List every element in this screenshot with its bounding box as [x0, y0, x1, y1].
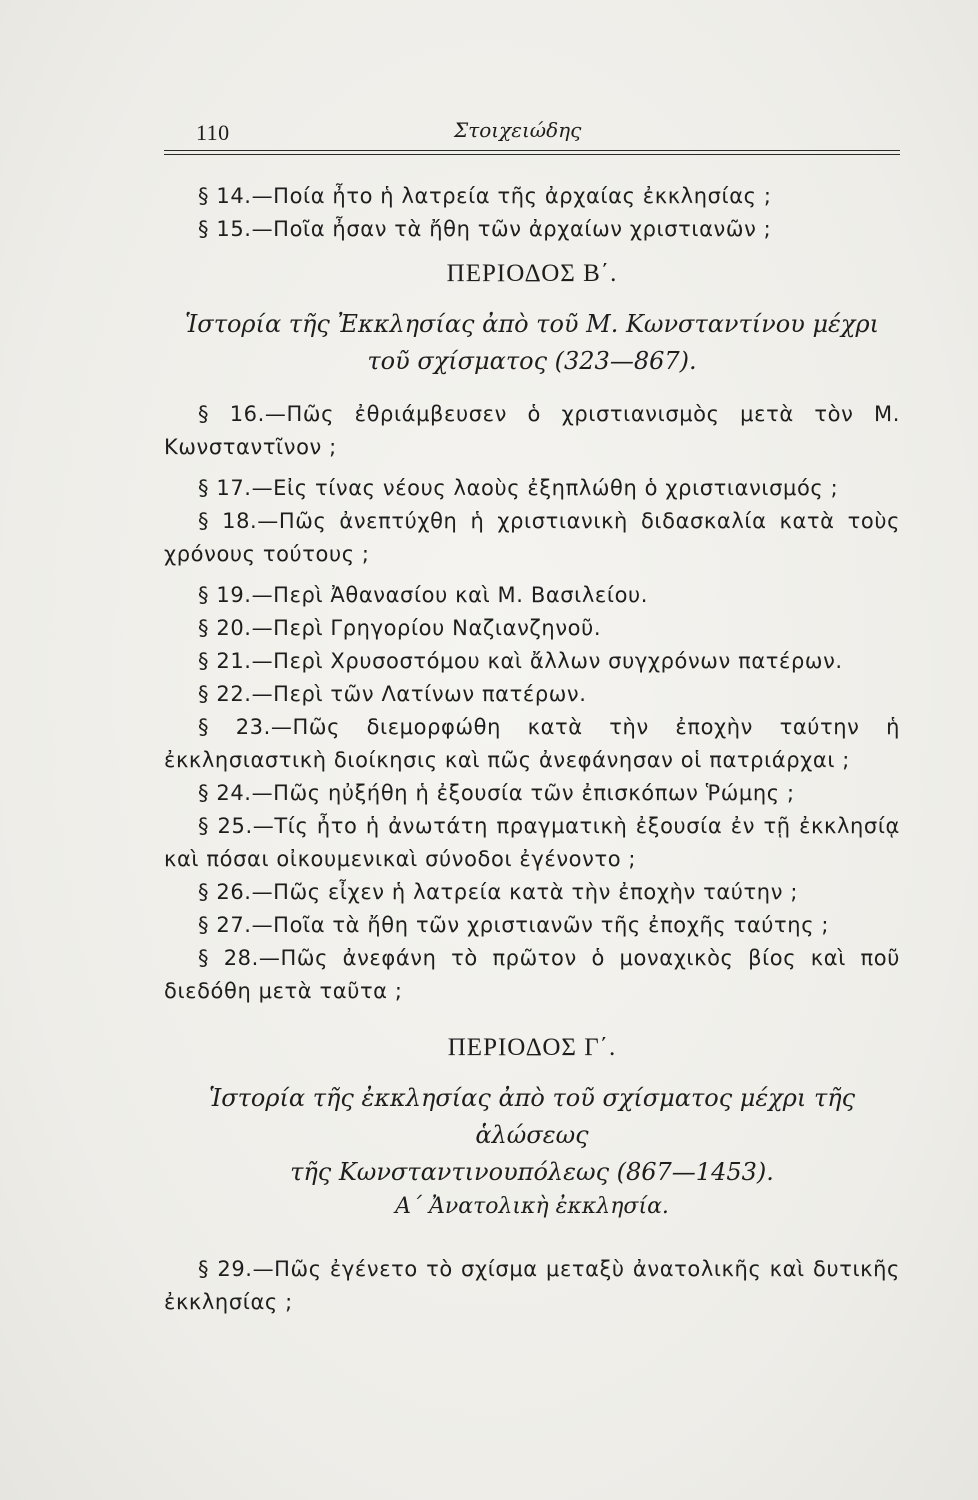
question-23: § 23.—Πῶς διεμορφώθη κατὰ τὴν ἐποχὴν ταύτην ἡ ἐκκλησιαστικὴ διοίκησις καὶ πῶς ἀνεφάνησαν οἱ πατριάρχαι ; [164, 715, 900, 772]
question-20: § 20.—Περὶ Γρηγορίου Ναζιανζηνοῦ. [198, 616, 602, 640]
question-16: § 16.—Πῶς ἐθριάμβευσεν ὁ χριστιανισμὸς μετὰ τὸν Μ. Κωνσταντῖνον ; [164, 402, 900, 459]
period-b-title [164, 306, 900, 380]
period-c-subtitle: Α΄ Ἀνατολικὴ ἐκκλησία. [395, 1194, 669, 1219]
header-double-rule [164, 150, 900, 155]
question-14: § 14.—Ποία ἦτο ἡ λατρεία τῆς ἀρχαίας ἐκκλησίας ; [198, 184, 772, 208]
question-19: § 19.—Περὶ Ἀθανασίου καὶ Μ. Βασιλείου. [198, 583, 649, 607]
question-27: § 27.—Ποῖα τὰ ἤθη τῶν χριστιανῶν τῆς ἐποχῆς ταύτης ; [198, 913, 830, 937]
page-number: 110 [196, 120, 230, 145]
running-title: Στοιχειώδης [454, 118, 582, 142]
period-b-heading: ΠΕΡΙΟΔΟΣ Β΄. [446, 260, 618, 287]
question-21: § 21.—Περὶ Χρυσοστόμου καὶ ἄλλων συγχρόνων πατέρων. [198, 649, 843, 673]
question-17: § 17.—Εἰς τίνας νέους λαοὺς ἐξηπλώθη ὁ χριστιανισμός ; [198, 476, 839, 500]
period-c-title-line1: Ἱστορία τῆς ἐκκλησίας ἀπὸ τοῦ σχίσματος μέχρι τῆς ἁλώσεως [208, 1084, 856, 1149]
question-24: § 24.—Πῶς ηὐξήθη ἡ ἐξουσία τῶν ἐπισκόπων Ῥώμης ; [198, 781, 795, 805]
page-header [164, 118, 900, 148]
question-18: § 18.—Πῶς ἀνεπτύχθη ἡ χριστιανικὴ διδασκαλία κατὰ τοὺς χρόνους τούτους ; [164, 509, 900, 566]
period-c-title-line2: τῆς Κωνσταντινουπόλεως (867—1453). [290, 1158, 774, 1186]
period-b-title-line2: τοῦ σχίσματος (323—867). [367, 347, 697, 375]
question-22: § 22.—Περὶ τῶν Λατίνων πατέρων. [198, 682, 587, 706]
question-26: § 26.—Πῶς εἶχεν ἡ λατρεία κατὰ τὴν ἐποχὴν ταύτην ; [198, 880, 798, 904]
question-25: § 25.—Τίς ἦτο ἡ ἀνωτάτη πραγματικὴ ἐξουσία ἐν τῇ ἐκκλησίᾳ καὶ πόσαι οἰκουμενικαὶ σύνοδοι ἐγένοντο ; [164, 814, 900, 871]
question-15: § 15.—Ποῖα ἦσαν τὰ ἤθη τῶν ἀρχαίων χριστιανῶν ; [198, 217, 772, 241]
question-28: § 28.—Πῶς ἀνεφάνη τὸ πρῶτον ὁ μοναχικὸς βίος καὶ ποῦ διεδόθη μετὰ ταῦτα ; [164, 946, 900, 1003]
period-c-title [164, 1080, 900, 1223]
period-c-heading: ΠΕΡΙΟΔΟΣ Γ΄. [447, 1034, 617, 1061]
question-29: § 29.—Πῶς ἐγένετο τὸ σχίσμα μεταξὺ ἀνατολικῆς καὶ δυτικῆς ἐκκλησίας ; [164, 1257, 900, 1314]
page-body [164, 180, 900, 1319]
period-b-title-line1: Ἱστορία τῆς Ἐκκλησίας ἀπὸ τοῦ Μ. Κωνσταντίνου μέχρι [185, 310, 879, 338]
